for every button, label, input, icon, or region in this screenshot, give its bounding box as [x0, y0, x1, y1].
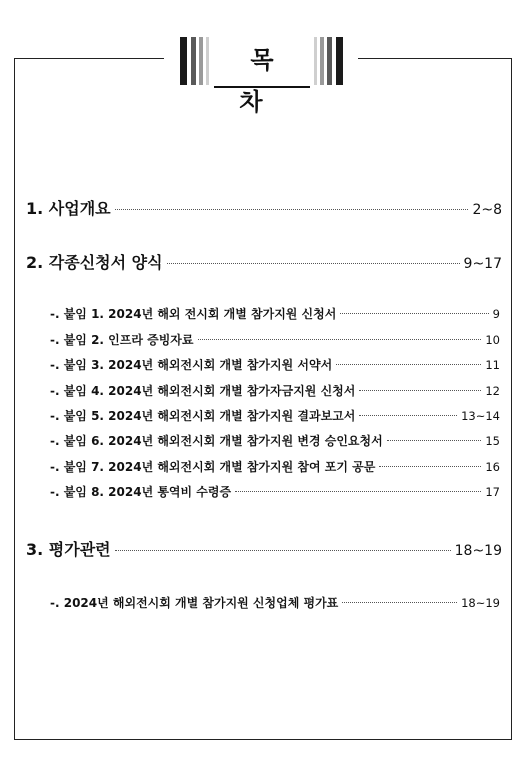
frame-top-line-right	[358, 58, 512, 59]
title-decoration-bar	[191, 37, 196, 85]
toc-leader-dots	[342, 602, 457, 603]
toc-leader-dots	[379, 466, 481, 467]
toc-page-number: 17	[485, 485, 500, 499]
toc-item-label: -. 붙임 4. 2024년 해외전시회 개별 참가자금지원 신청서	[50, 384, 356, 398]
toc-attachment-1[interactable]	[50, 305, 500, 322]
toc-item-label: -. 붙임 6. 2024년 해외전시회 개별 참가지원 변경 승인요청서	[50, 434, 383, 448]
title-decoration-bar	[314, 37, 317, 85]
toc-leader-dots	[336, 364, 481, 365]
toc-leader-dots	[359, 390, 481, 391]
toc-leader-dots	[387, 440, 482, 441]
title-decoration-bar	[320, 37, 324, 85]
toc-section-2[interactable]	[26, 250, 502, 273]
toc-page-number: 11	[485, 358, 500, 372]
toc-page-number: 18~19	[454, 543, 502, 559]
page-frame	[14, 58, 512, 740]
frame-top-line-left	[14, 58, 164, 59]
toc-section-label: 2. 각종신청서 양식	[26, 253, 163, 272]
toc-section-1[interactable]	[26, 196, 502, 219]
toc-leader-dots	[115, 209, 469, 210]
toc-evaluation-1[interactable]	[50, 594, 500, 611]
toc-item-label: -. 붙임 7. 2024년 해외전시회 개별 참가지원 참여 포기 공문	[50, 460, 376, 474]
toc-item-label: -. 2024년 해외전시회 개별 참가지원 신청업체 평가표	[50, 596, 339, 610]
toc-page-number: 9	[492, 307, 500, 321]
toc-item-label: -. 붙임 1. 2024년 해외 전시회 개별 참가지원 신청서	[50, 307, 337, 321]
toc-page-number: 10	[485, 333, 500, 347]
toc-leader-dots	[198, 339, 482, 340]
title-decoration-bar	[199, 37, 203, 85]
toc-leader-dots	[167, 263, 460, 264]
toc-attachment-3[interactable]	[50, 356, 500, 373]
toc-attachment-8[interactable]	[50, 483, 500, 500]
toc-page-number: 12	[485, 384, 500, 398]
toc-attachment-4[interactable]	[50, 382, 500, 399]
toc-leader-dots	[115, 550, 451, 551]
toc-leader-dots	[340, 313, 488, 314]
toc-item-label: -. 붙임 8. 2024년 통역비 수령증	[50, 485, 232, 499]
toc-attachment-6[interactable]	[50, 432, 500, 449]
title-decoration-bar	[180, 37, 187, 85]
toc-section-3[interactable]	[26, 537, 502, 560]
page-title: 목차	[239, 46, 296, 116]
title-underline	[214, 86, 310, 88]
toc-item-label: -. 붙임 5. 2024년 해외전시회 개별 참가지원 결과보고서	[50, 409, 356, 423]
title-decoration-bar	[336, 37, 343, 85]
toc-item-label: -. 붙임 2. 인프라 증빙자료	[50, 333, 194, 347]
title-decoration-bar	[206, 37, 209, 85]
toc-leader-dots	[235, 491, 481, 492]
toc-page-number: 18~19	[461, 596, 500, 610]
toc-page-number: 15	[485, 434, 500, 448]
toc-section-label: 1. 사업개요	[26, 199, 111, 218]
toc-page-number: 13~14	[461, 409, 500, 423]
toc-section-label: 3. 평가관련	[26, 540, 111, 559]
toc-page-number: 9~17	[463, 256, 502, 272]
title-decoration-bar	[327, 37, 332, 85]
toc-item-label: -. 붙임 3. 2024년 해외전시회 개별 참가지원 서약서	[50, 358, 333, 372]
toc-page-number: 16	[485, 460, 500, 474]
toc-leader-dots	[359, 415, 457, 416]
toc-attachment-7[interactable]	[50, 458, 500, 475]
toc-attachment-5[interactable]	[50, 407, 500, 424]
toc-page-number: 2~8	[472, 202, 502, 218]
toc-attachment-2[interactable]	[50, 331, 500, 348]
